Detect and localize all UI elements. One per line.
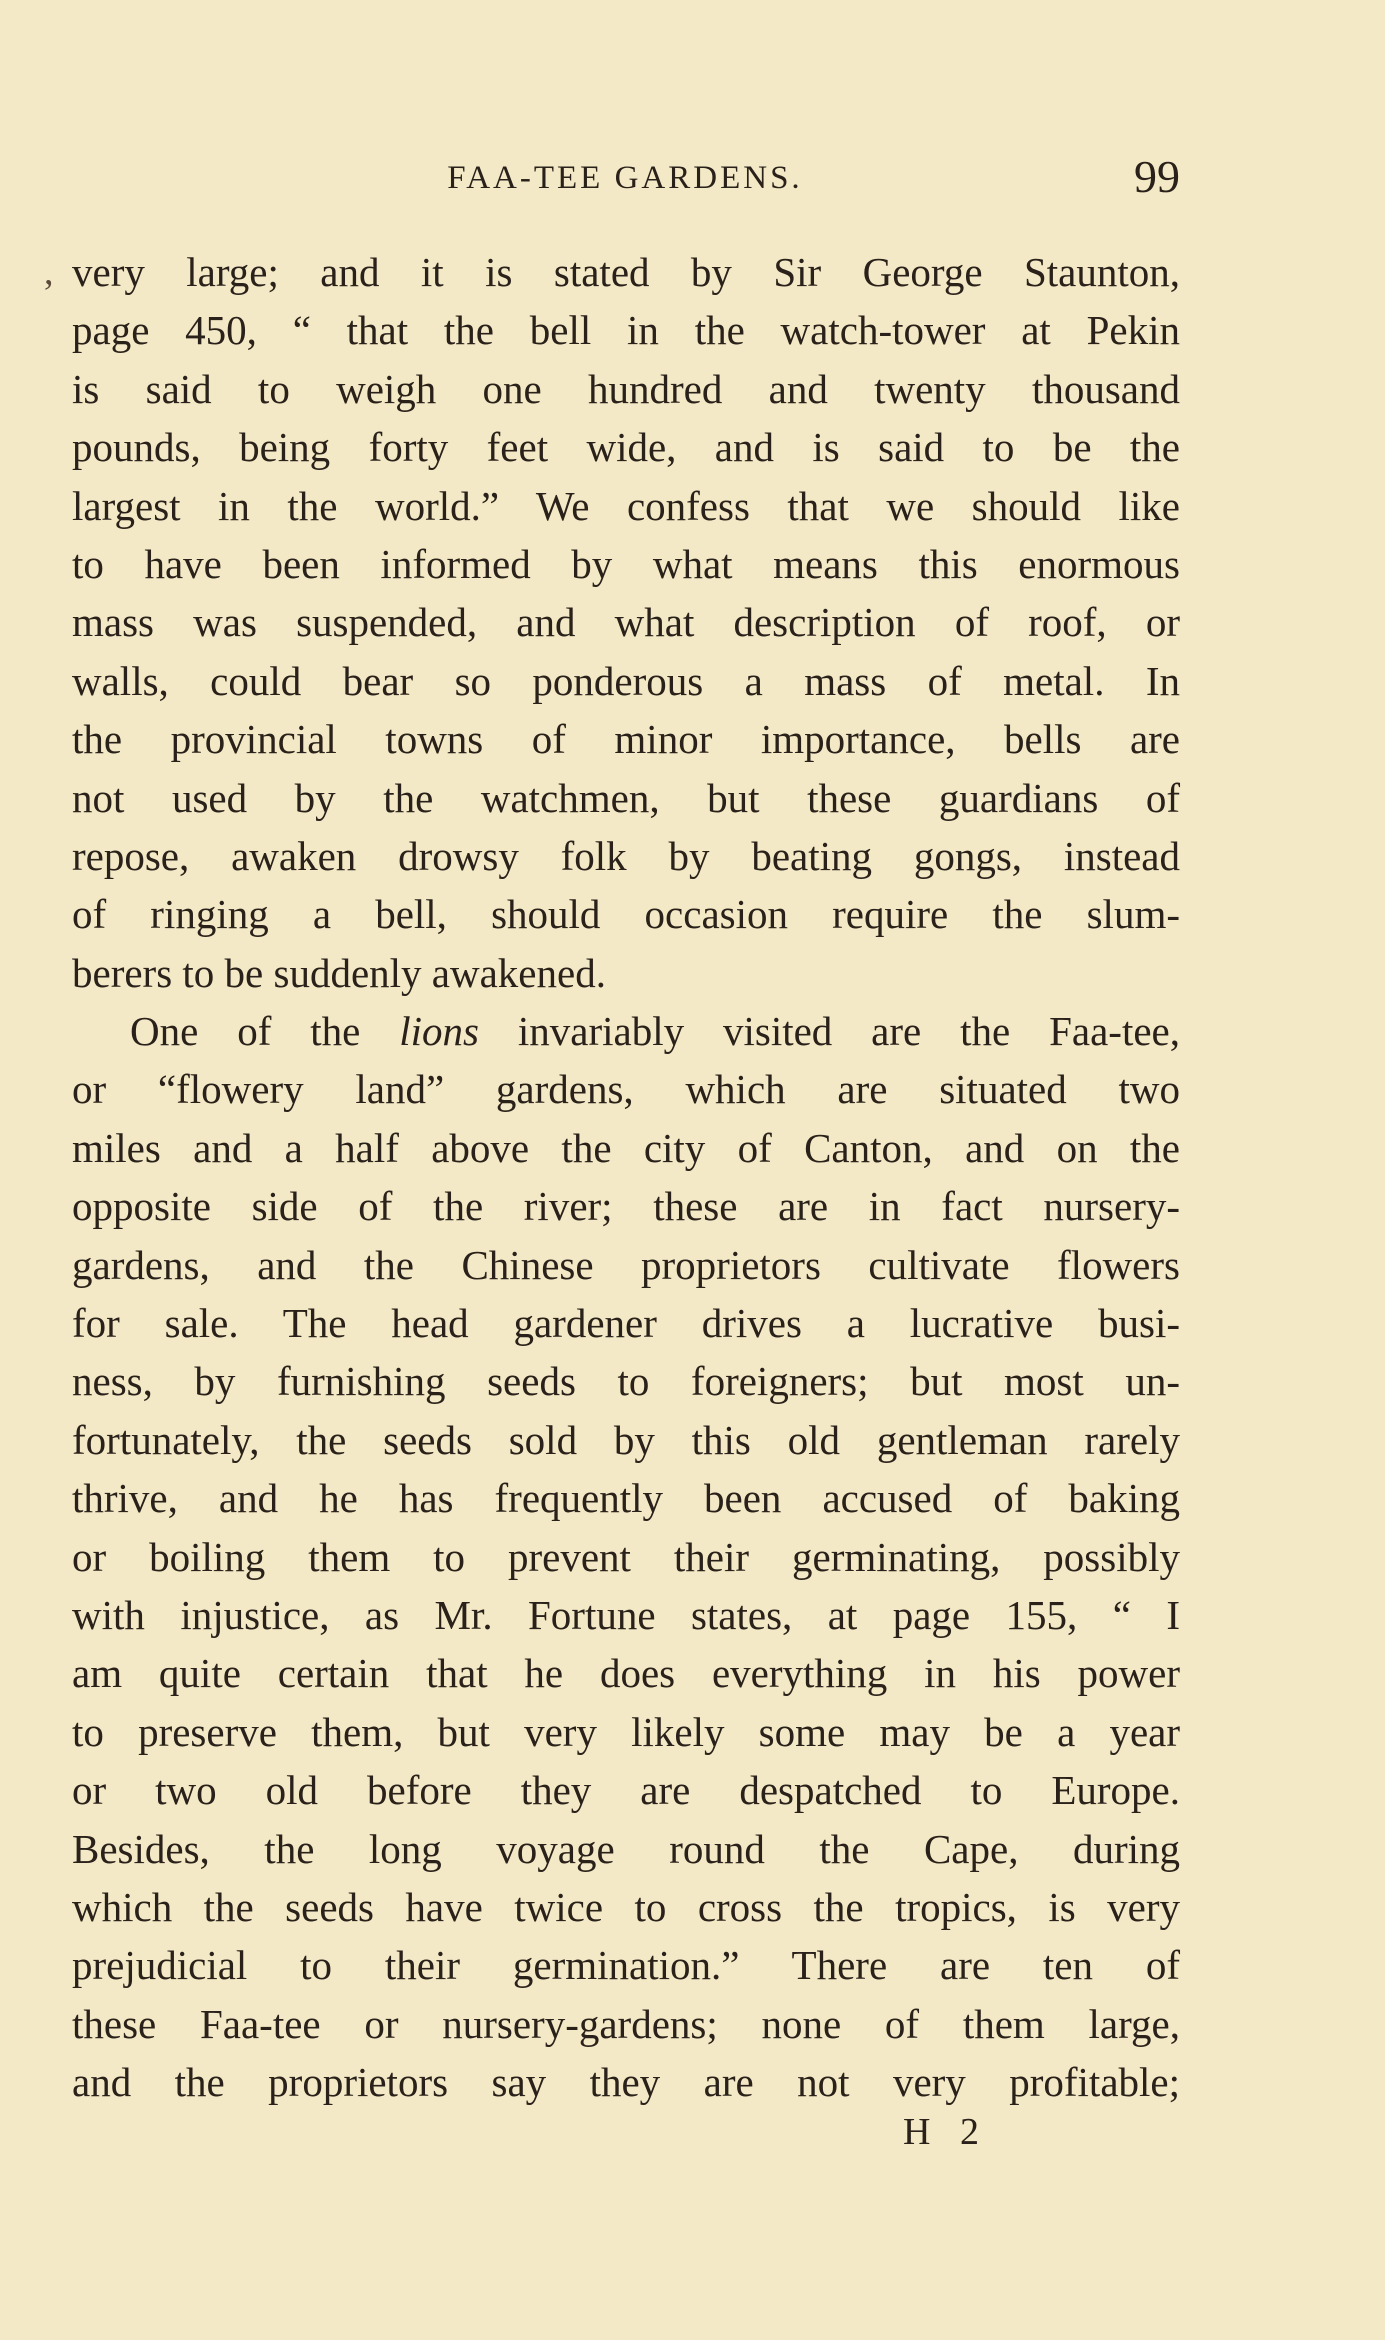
text-line: with injustice, as Mr. Fortune states, at page 155, “ I — [72, 1591, 1180, 1638]
text-line: repose, awaken drowsy folk by beating gongs, instead — [72, 832, 1180, 879]
text-line: which the seeds have twice to cross the tropics, is very — [72, 1883, 1180, 1930]
text-line: not used by the watchmen, but these guardians of — [72, 774, 1180, 821]
signature-mark: H 2 — [903, 2111, 989, 2153]
text-line: thrive, and he has frequently been accused of baking — [72, 1475, 1180, 1522]
running-title: FAA-TEE GARDENS. — [447, 160, 803, 196]
text-line: pounds, being forty feet wide, and is said to be the — [72, 424, 1180, 471]
text-line: and the proprietors say they are not very profitable; — [72, 2059, 1180, 2106]
text-line: is said to weigh one hundred and twenty thousand — [72, 365, 1180, 412]
text-line: One of the lions invariably visited are the Faa-tee, — [130, 1008, 1180, 1055]
text-line: page 450, “ that the bell in the watch-tower at Pekin — [72, 307, 1180, 354]
text-line: these Faa-tee or nursery-gardens; none of them large, — [72, 2000, 1180, 2047]
text-line: for sale. The head gardener drives a lucrative busi- — [72, 1300, 1180, 1347]
text-line: to preserve them, but very likely some may be a year — [72, 1708, 1180, 1755]
text-line: walls, could bear so ponderous a mass of metal. In — [72, 657, 1180, 704]
text-line: fortunately, the seeds sold by this old gentleman rarely — [72, 1416, 1180, 1463]
body-text — [72, 243, 1180, 2112]
text-line: prejudicial to their germination.” There are ten of — [72, 1942, 1180, 1989]
text-line: mass was suspended, and what description of roof, or — [72, 599, 1180, 646]
text-line: very large; and it is stated by Sir George Staunton, — [72, 249, 1180, 295]
page-number: 99 — [1134, 151, 1180, 202]
text-line: opposite side of the river; these are in fact nursery- — [72, 1183, 1180, 1230]
italic-word: lions — [399, 1008, 479, 1055]
text-line: or “flowery land” gardens, which are situated two — [72, 1066, 1180, 1113]
text-line: Besides, the long voyage round the Cape, during — [72, 1825, 1180, 1872]
text-line: largest in the world.” We confess that we should like — [72, 482, 1180, 529]
text-line: am quite certain that he does everything in his power — [72, 1650, 1180, 1697]
text-line: the provincial towns of minor importance, bells are — [72, 716, 1180, 763]
text-line: gardens, and the Chinese proprietors cultivate flowers — [72, 1241, 1180, 1288]
text-line: ness, by furnishing seeds to foreigners; but most un- — [72, 1358, 1180, 1405]
text-line: or boiling them to prevent their germinating, possibly — [72, 1533, 1180, 1580]
running-head — [70, 150, 1180, 210]
text-line: of ringing a bell, should occasion require the slum- — [72, 891, 1180, 938]
text-line: berers to be suddenly awakened. — [72, 949, 606, 996]
text-line: miles and a half above the city of Canton, and on the — [72, 1124, 1180, 1171]
text-line: or two old before they are despatched to Europe. — [72, 1767, 1180, 1814]
text-line: to have been informed by what means this enormous — [72, 540, 1180, 587]
margin-mark: , — [44, 251, 54, 293]
